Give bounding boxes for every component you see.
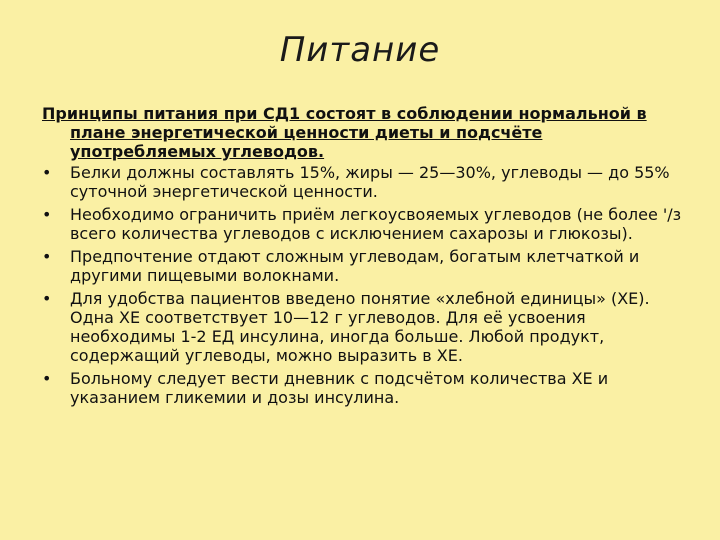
slide-content: [42, 104, 692, 411]
bullet-list: [42, 163, 692, 407]
lead-paragraph: Принципы питания при СД1 состоят в соблюдении нормальной в плане энергетической ценности диеты и подсчёте употребляемых углеводов.: [42, 104, 647, 161]
list-item-text: Предпочтение отдают сложным углеводам, богатым клетчаткой и другими пищевыми волокнами.: [70, 247, 640, 285]
bullet-icon: •: [42, 369, 52, 388]
list-item-text: Белки должны составлять 15%, жиры — 25—30%, углеводы — до 55% суточной энергетической ценности.: [70, 163, 670, 201]
list-item-text: Необходимо ограничить приём легкоусвояемых углеводов (не более '/з всего количества углеводов с исключением сахарозы и глюкозы).: [70, 205, 682, 243]
bullet-icon: •: [42, 163, 52, 182]
slide-title: Питание: [279, 30, 441, 70]
bullet-icon: •: [42, 289, 52, 308]
list-item-text: Для удобства пациентов введено понятие «хлебной единицы» (ХЕ). Одна ХЕ соответствует 10—12 г углеводов. Для её усвоения необходимы 1-2 ЕД инсулина, иногда больше. Любой продукт, содержащий углеводы, можно выразить в ХЕ.: [70, 289, 650, 365]
bullet-icon: •: [42, 247, 52, 266]
list-item-text: Больному следует вести дневник с подсчётом количества ХЕ и указанием гликемии и дозы инсулина.: [70, 369, 609, 407]
list-item: [42, 369, 692, 407]
list-item: [42, 247, 692, 285]
list-item: [42, 289, 692, 365]
list-item: [42, 163, 692, 201]
bullet-icon: •: [42, 205, 52, 224]
list-item: [42, 205, 692, 243]
